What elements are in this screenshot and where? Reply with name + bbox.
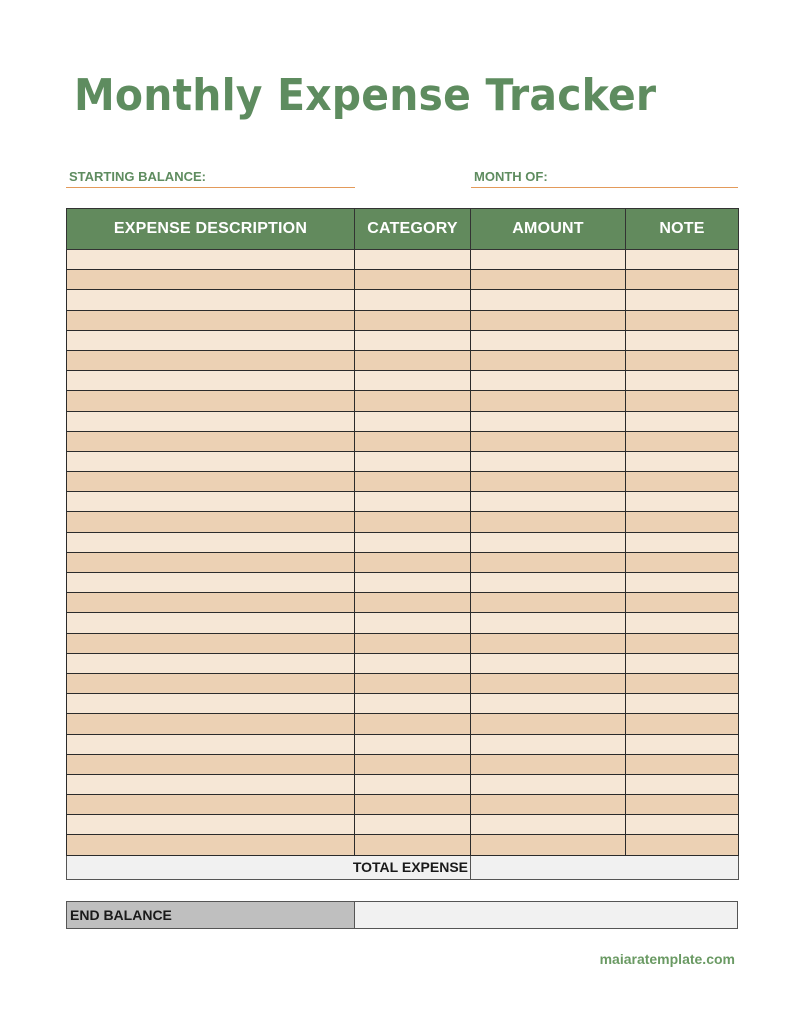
description-cell[interactable] [67,532,355,552]
amount-cell[interactable] [471,573,626,593]
amount-cell[interactable] [471,512,626,532]
amount-cell[interactable] [471,391,626,411]
category-cell[interactable] [355,411,471,431]
category-cell[interactable] [355,472,471,492]
note-cell[interactable] [626,350,739,370]
category-cell[interactable] [355,734,471,754]
amount-cell[interactable] [471,330,626,350]
description-cell[interactable] [67,795,355,815]
amount-cell[interactable] [471,795,626,815]
table-row [67,310,739,330]
note-cell[interactable] [626,613,739,633]
description-cell[interactable] [67,653,355,673]
amount-cell[interactable] [471,714,626,734]
table-row [67,613,739,633]
column-header-description: EXPENSE DESCRIPTION [67,209,355,250]
amount-cell[interactable] [471,411,626,431]
amount-cell[interactable] [471,492,626,512]
amount-cell[interactable] [471,734,626,754]
note-cell[interactable] [626,593,739,613]
table-row [67,714,739,734]
end-balance-label: END BALANCE [67,902,355,928]
month-of-label: MONTH OF: [474,169,548,184]
table-row [67,734,739,754]
category-cell[interactable] [355,350,471,370]
description-cell[interactable] [67,714,355,734]
table-row [67,552,739,572]
amount-cell[interactable] [471,754,626,774]
description-cell[interactable] [67,754,355,774]
description-cell[interactable] [67,673,355,693]
column-header-amount: AMOUNT [471,209,626,250]
category-cell[interactable] [355,673,471,693]
description-cell[interactable] [67,310,355,330]
note-cell[interactable] [626,714,739,734]
description-cell[interactable] [67,552,355,572]
amount-cell[interactable] [471,532,626,552]
note-cell[interactable] [626,573,739,593]
category-cell[interactable] [355,795,471,815]
description-cell[interactable] [67,613,355,633]
description-cell[interactable] [67,250,355,270]
category-cell[interactable] [355,613,471,633]
description-cell[interactable] [67,330,355,350]
note-cell[interactable] [626,754,739,774]
category-cell[interactable] [355,694,471,714]
category-cell[interactable] [355,754,471,774]
note-cell[interactable] [626,310,739,330]
amount-cell[interactable] [471,694,626,714]
table-body [67,250,739,856]
table-row [67,774,739,794]
table-row [67,694,739,714]
note-cell[interactable] [626,633,739,653]
amount-cell[interactable] [471,633,626,653]
table-row [67,391,739,411]
category-cell[interactable] [355,310,471,330]
end-balance-value[interactable] [355,902,737,928]
amount-cell[interactable] [471,270,626,290]
page-title: Monthly Expense Tracker [74,70,657,121]
description-cell[interactable] [67,371,355,391]
note-cell[interactable] [626,270,739,290]
amount-cell[interactable] [471,371,626,391]
category-cell[interactable] [355,250,471,270]
note-cell[interactable] [626,512,739,532]
table-row [67,593,739,613]
amount-cell[interactable] [471,613,626,633]
note-cell[interactable] [626,532,739,552]
table-row [67,411,739,431]
category-cell[interactable] [355,653,471,673]
starting-balance-field[interactable] [66,168,355,188]
amount-cell[interactable] [471,290,626,310]
table-row [67,472,739,492]
note-cell[interactable] [626,552,739,572]
table-row [67,512,739,532]
description-cell[interactable] [67,815,355,835]
table-row [67,532,739,552]
category-cell[interactable] [355,593,471,613]
amount-cell[interactable] [471,593,626,613]
category-cell[interactable] [355,290,471,310]
note-cell[interactable] [626,815,739,835]
note-cell[interactable] [626,250,739,270]
column-header-category: CATEGORY [355,209,471,250]
category-cell[interactable] [355,774,471,794]
description-cell[interactable] [67,451,355,471]
description-cell[interactable] [67,835,355,855]
note-cell[interactable] [626,734,739,754]
end-balance-box [66,901,738,929]
note-cell[interactable] [626,694,739,714]
description-cell[interactable] [67,734,355,754]
amount-cell[interactable] [471,310,626,330]
amount-cell[interactable] [471,552,626,572]
table-row [67,573,739,593]
table-row [67,815,739,835]
table-row [67,451,739,471]
column-header-note: NOTE [626,209,739,250]
description-cell[interactable] [67,593,355,613]
note-cell[interactable] [626,411,739,431]
table-row [67,673,739,693]
table-row [67,431,739,451]
table-row [67,754,739,774]
amount-cell[interactable] [471,673,626,693]
description-cell[interactable] [67,472,355,492]
note-cell[interactable] [626,673,739,693]
category-cell[interactable] [355,512,471,532]
amount-cell[interactable] [471,653,626,673]
amount-cell[interactable] [471,451,626,471]
amount-cell[interactable] [471,815,626,835]
description-cell[interactable] [67,492,355,512]
description-cell[interactable] [67,573,355,593]
note-cell[interactable] [626,653,739,673]
note-cell[interactable] [626,451,739,471]
table-row [67,835,739,855]
description-cell[interactable] [67,512,355,532]
description-cell[interactable] [67,633,355,653]
total-expense-label: TOTAL EXPENSE [67,855,471,879]
note-cell[interactable] [626,391,739,411]
category-cell[interactable] [355,714,471,734]
category-cell[interactable] [355,835,471,855]
category-cell[interactable] [355,815,471,835]
starting-balance-label: STARTING BALANCE: [69,169,206,184]
note-cell[interactable] [626,290,739,310]
category-cell[interactable] [355,270,471,290]
description-cell[interactable] [67,270,355,290]
description-cell[interactable] [67,694,355,714]
amount-cell[interactable] [471,250,626,270]
table-row [67,795,739,815]
expense-table [66,208,739,880]
table-row [67,371,739,391]
description-cell[interactable] [67,350,355,370]
table-row [67,350,739,370]
note-cell[interactable] [626,472,739,492]
table-header-row [67,209,739,250]
category-cell[interactable] [355,492,471,512]
description-cell[interactable] [67,774,355,794]
table-row [67,653,739,673]
category-cell[interactable] [355,330,471,350]
table-row [67,633,739,653]
description-cell[interactable] [67,411,355,431]
description-cell[interactable] [67,290,355,310]
category-cell[interactable] [355,391,471,411]
note-cell[interactable] [626,492,739,512]
note-cell[interactable] [626,774,739,794]
category-cell[interactable] [355,451,471,471]
total-expense-value[interactable] [471,855,739,879]
note-cell[interactable] [626,431,739,451]
amount-cell[interactable] [471,774,626,794]
category-cell[interactable] [355,431,471,451]
amount-cell[interactable] [471,350,626,370]
table-row [67,492,739,512]
amount-cell[interactable] [471,431,626,451]
category-cell[interactable] [355,371,471,391]
note-cell[interactable] [626,795,739,815]
description-cell[interactable] [67,431,355,451]
footer-website: maiaratemplate.com [599,951,735,967]
amount-cell[interactable] [471,835,626,855]
note-cell[interactable] [626,371,739,391]
category-cell[interactable] [355,573,471,593]
category-cell[interactable] [355,633,471,653]
note-cell[interactable] [626,330,739,350]
table-row [67,290,739,310]
table-row [67,250,739,270]
table-row [67,270,739,290]
category-cell[interactable] [355,552,471,572]
month-of-field[interactable] [471,168,738,188]
category-cell[interactable] [355,532,471,552]
note-cell[interactable] [626,835,739,855]
table-row [67,330,739,350]
amount-cell[interactable] [471,472,626,492]
description-cell[interactable] [67,391,355,411]
total-expense-row [67,855,739,879]
